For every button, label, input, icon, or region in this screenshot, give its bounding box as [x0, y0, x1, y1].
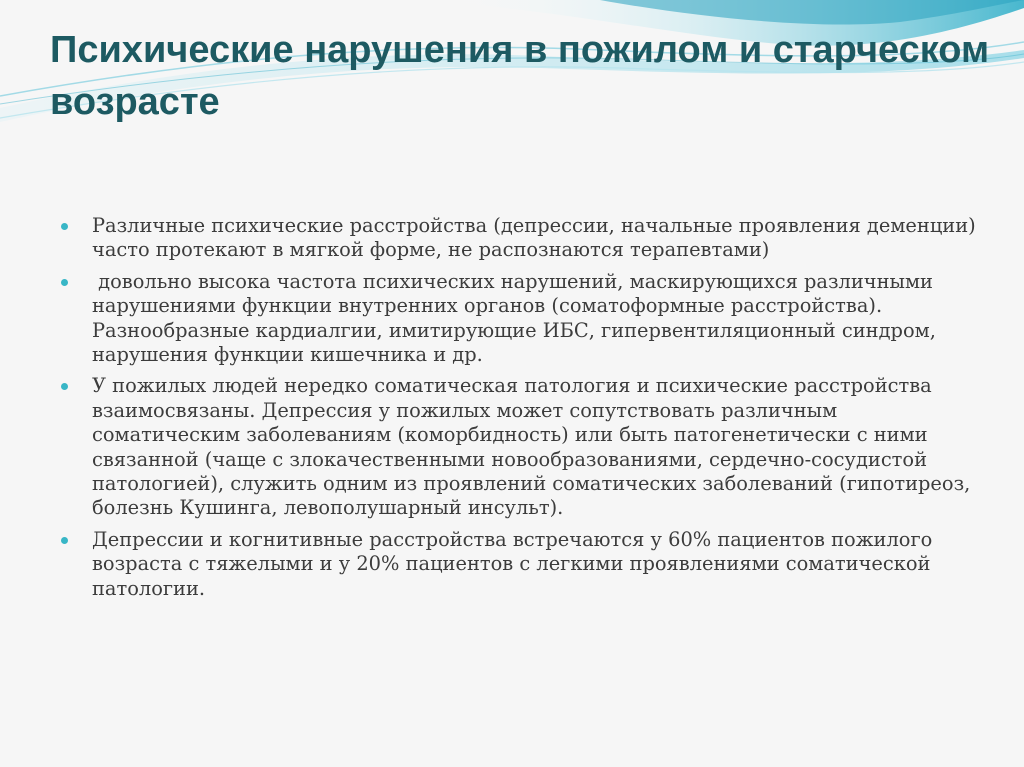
list-item [60, 214, 980, 263]
list-item [60, 528, 980, 601]
list-item-text: Различные психические расстройства (депрессии, начальные проявления деменции) часто протекают в мягкой форме, не распознаются терапевтами) [92, 214, 976, 262]
list-item [60, 270, 980, 368]
list-item-text: У пожилых людей нередко соматическая патология и психические расстройства взаимосвязаны. Депрессия у пожилых может сопутствовать различным соматическим заболеваниям (коморбидность) или быть патогенетически с ними связанной (чаще с злокачественными новообразованиями, сердечно-сосудистой патологией), служить одним из проявлений соматических заболеваний (гипотиреоз, болезнь Кушинга, левополушарный инсульт). [92, 374, 971, 520]
bullet-dot-icon [61, 223, 68, 230]
list-item [60, 374, 980, 520]
bullet-dot-icon [61, 537, 68, 544]
bullet-dot-icon [61, 279, 68, 286]
bullet-dot-icon [61, 383, 68, 390]
list-item-text: довольно высока частота психических нарушений, маскирующихся различными нарушениями функции внутренних органов (соматоформные расстройства). Разнообразные кардиалгии, имитирующие ИБС, гипервентиляционный синдром, нарушения функции кишечника и др. [92, 269, 943, 367]
bullet-list [60, 214, 980, 608]
list-item-text: Депрессии и когнитивные расстройства встречаются у 60% пациентов пожилого возраста с тяжелыми и у 20% пациентов с легкими проявлениями соматической патологии. [92, 527, 933, 600]
slide-title: Психические нарушения в пожилом и старческом возрасте [50, 29, 990, 123]
